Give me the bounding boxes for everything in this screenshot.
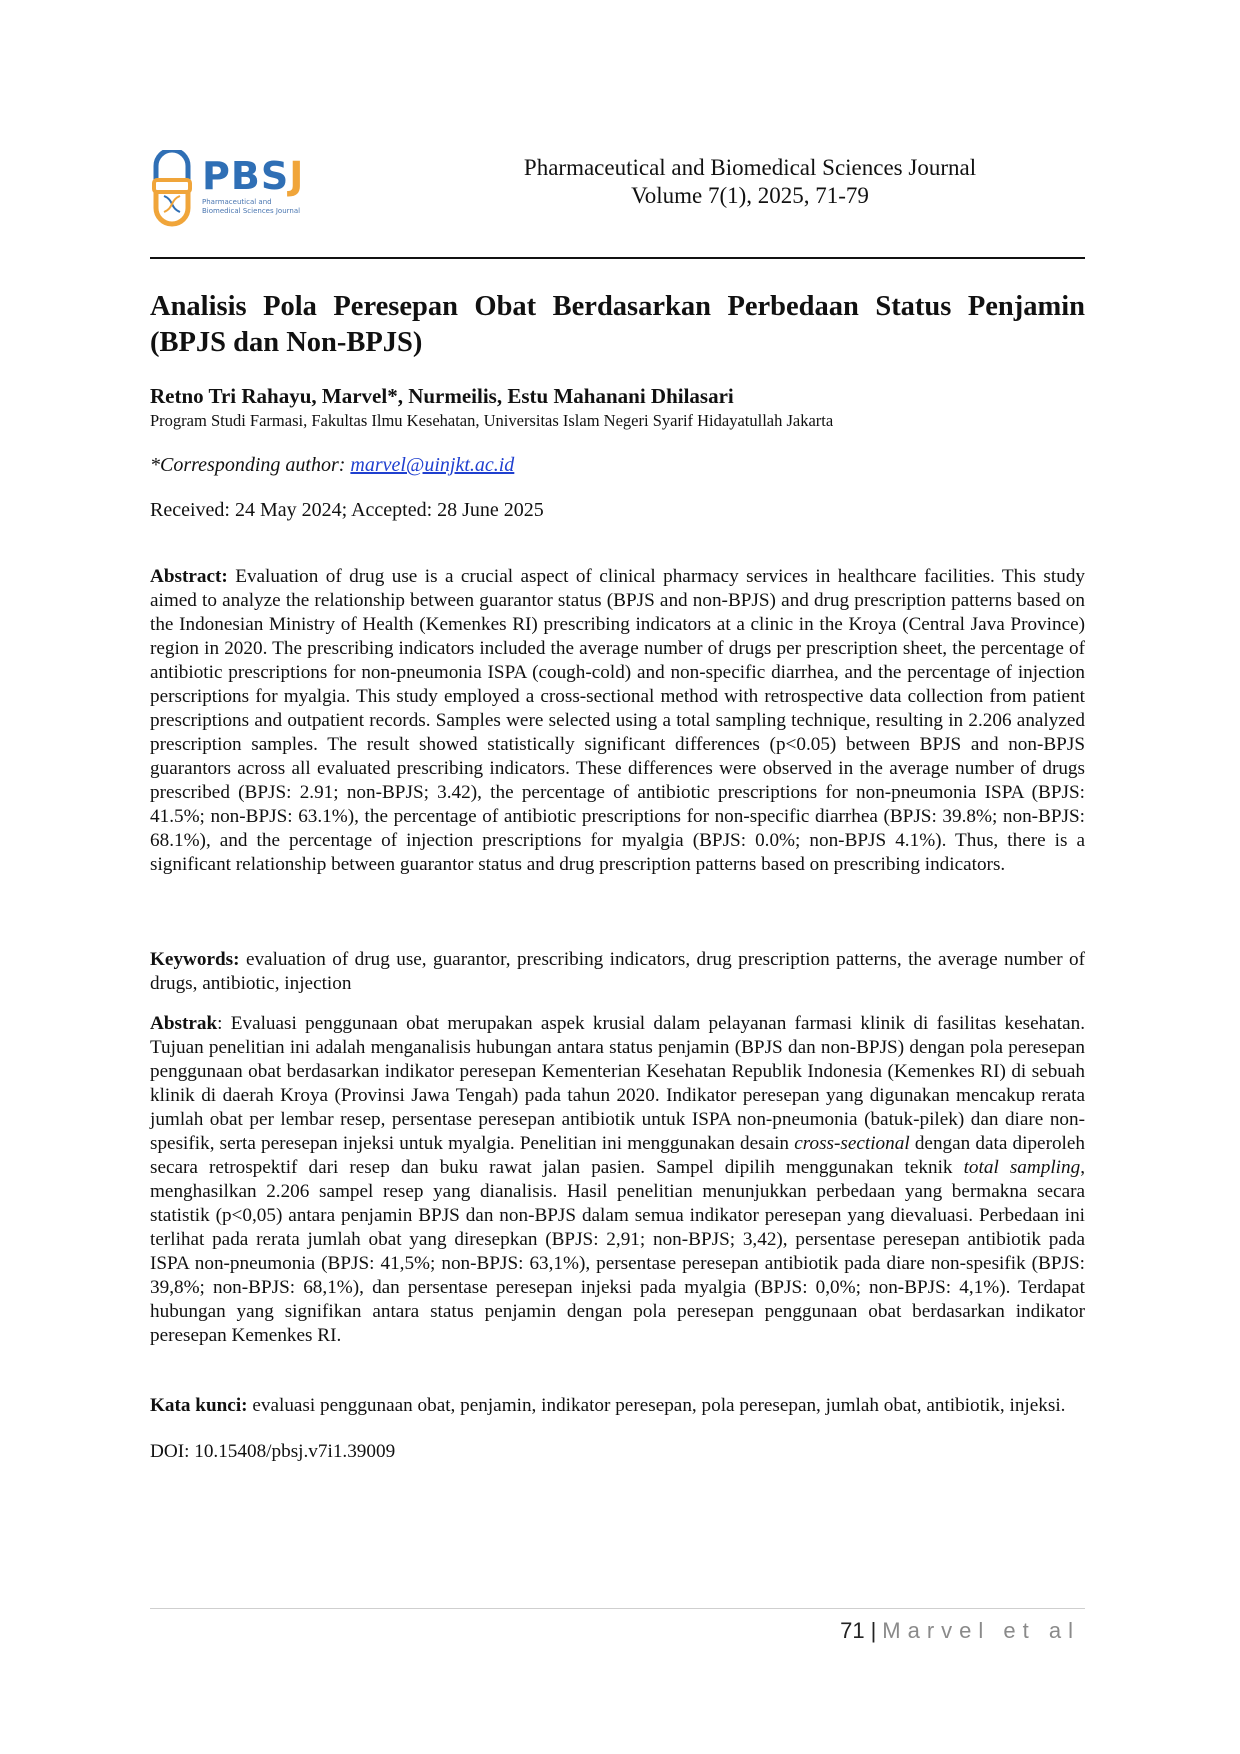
keywords-text: evaluation of drug use, guarantor, prescribing indicators, drug prescription patterns, the average number of drugs, antibiotic, injection	[150, 949, 1085, 994]
kata-kunci-label: Kata kunci:	[150, 1395, 248, 1416]
journal-header	[430, 154, 1070, 210]
abstract-text: Evaluation of drug use is a crucial aspect of clinical pharmacy services in healthcare facilities. This study aimed to analyze the relationship between guarantor status (BPJS and non-BPJS) and drug prescription patterns based on the Indonesian Ministry of Health (Kemenkes RI) prescribing indicators at a clinic in the Kroya (Central Java Province) region in 2020. The prescribing indicators included the average number of drugs per prescription sheet, the percentage of antibiotic prescriptions for non-pneumonia ISPA (cough-cold) and non-specific diarrhea, and the percentage of injection perscriptions for myalgia. This study employed a cross-sectional method with retrospective data collection from patient prescriptions and outpatient records. Samples were selected using a total sampling technique, resulting in 2.206 analyzed prescription samples. The result showed statistically significant differences (p<0.05) between BPJS and non-BPJS guarantors across all evaluated prescribing indicators. These differences were observed in the average number of drugs prescribed (BPJS: 2.91; non-BPJS; 3.42), the percentage of antibiotic prescriptions for non-pneumonia ISPA (BPJS: 41.5%; non-BPJS: 63.1%), the percentage of antibiotic prescriptions for non-specific diarrhea (BPJS: 39.8%; non-BPJS: 68.1%), and the percentage of injection prescriptions for myalgia (BPJS: 0.0%; non-BPJS 4.1%). Thus, there is a significant relationship between guarantor status and drug prescription patterns based on prescribing indicators.	[150, 566, 1086, 875]
abstrak-paragraph: Abstrak: Evaluasi penggunaan obat merupakan aspek krusial dalam pelayanan farmasi klinik di fasilitas kesehatan. Tujuan penelitian ini adalah menganalisis hubungan antara status penjamin (BPJS dan non-BPJS) dengan pola peresepan penggunaan obat berdasarkan indikator peresepan Kementerian Kesehatan Republik Indonesia (Kemenkes RI) di sebuah klinik di daerah Kroya (Provinsi Jawa Tengah) pada tahun 2020. Indikator peresepan yang digunakan mencakup rerata jumlah obat per lembar resep, persentase peresepan antibiotik untuk ISPA non-pneumonia (batuk-pilek) dan diare non-spesifik, serta peresepan injeksi untuk myalgia. Penelitian ini menggunakan desain cross-sectional dengan data diperoleh secara retrospektif dari resep dan buku rawat jalan pasien. Sampel dipilih menggunakan teknik total sampling, menghasilkan 2.206 sampel resep yang dianalisis. Hasil penelitian menunjukkan perbedaan yang bermakna secara statistik (p<0,05) antara penjamin BPJS dan non-BPJS dalam semua indikator peresepan yang dievaluasi. Perbedaan ini terlihat pada rerata jumlah obat yang diresepkan (BPJS: 2,91; non-BPJS; 3,42), persentase peresepan antibiotik pada ISPA non-pneumonia (BPJS: 41,5%; non-BPJS: 63,1%), persentase peresepan antibiotik pada diare non-spesifik (BPJS: 39,8%; non-BPJS: 68,1%), dan persentase peresepan injeksi pada myalgia (BPJS: 0,0%; non-BPJS: 4,1%). Terdapat hubungan yang signifikan antara status penjamin dengan pola peresepan penggunaan obat berdasarkan indikator peresepan Kemenkes RI.	[150, 1013, 1085, 1346]
doi: DOI: 10.15408/pbsj.v7i1.39009	[150, 1441, 396, 1462]
corresponding-label: *Corresponding author:	[150, 454, 346, 476]
journal-volume: Volume 7(1), 2025, 71-79	[631, 183, 869, 208]
received-dates: Received: 24 May 2024; Accepted: 28 June 2025	[150, 499, 544, 521]
corresponding-email-link[interactable]: marvel@uinjkt.ac.id	[350, 454, 515, 476]
affiliation: Program Studi Farmasi, Fakultas Ilmu Kesehatan, Universitas Islam Negeri Syarif Hidayatullah Jakarta	[150, 411, 834, 430]
header-divider	[150, 257, 1085, 259]
page-number: 71	[840, 1618, 865, 1643]
keywords-label: Keywords:	[150, 949, 240, 970]
footer-authors: Marvel et al	[882, 1618, 1080, 1643]
journal-logo	[150, 150, 305, 230]
corresponding-author	[150, 454, 514, 477]
kata-kunci-paragraph	[150, 1394, 1085, 1418]
logo-wordmark: PBSJ	[202, 154, 305, 198]
kata-kunci-text: evaluasi penggunaan obat, penjamin, indikator peresepan, pola peresepan, jumlah obat, antibiotik, injeksi.	[252, 1395, 1066, 1416]
footer-separator: |	[870, 1618, 877, 1643]
keywords-paragraph	[150, 948, 1085, 996]
abstrak-label: Abstrak	[150, 1013, 218, 1034]
logo-subtitle: Pharmaceutical and Biomedical Sciences Journal	[202, 198, 301, 215]
footer-divider	[150, 1608, 1085, 1609]
author-list: Retno Tri Rahayu, Marvel*, Nurmeilis, Estu Mahanani Dhilasari	[150, 384, 734, 408]
page-footer	[840, 1618, 1080, 1644]
pbsj-logo-icon	[150, 150, 198, 228]
journal-name: Pharmaceutical and Biomedical Sciences Journal	[523, 155, 977, 180]
abstract-label: Abstract:	[150, 566, 228, 587]
article-title: Analisis Pola Peresepan Obat Berdasarkan Perbedaan Status Penjamin (BPJS dan Non-BPJS)	[150, 291, 1085, 358]
abstract-paragraph	[150, 565, 1085, 877]
